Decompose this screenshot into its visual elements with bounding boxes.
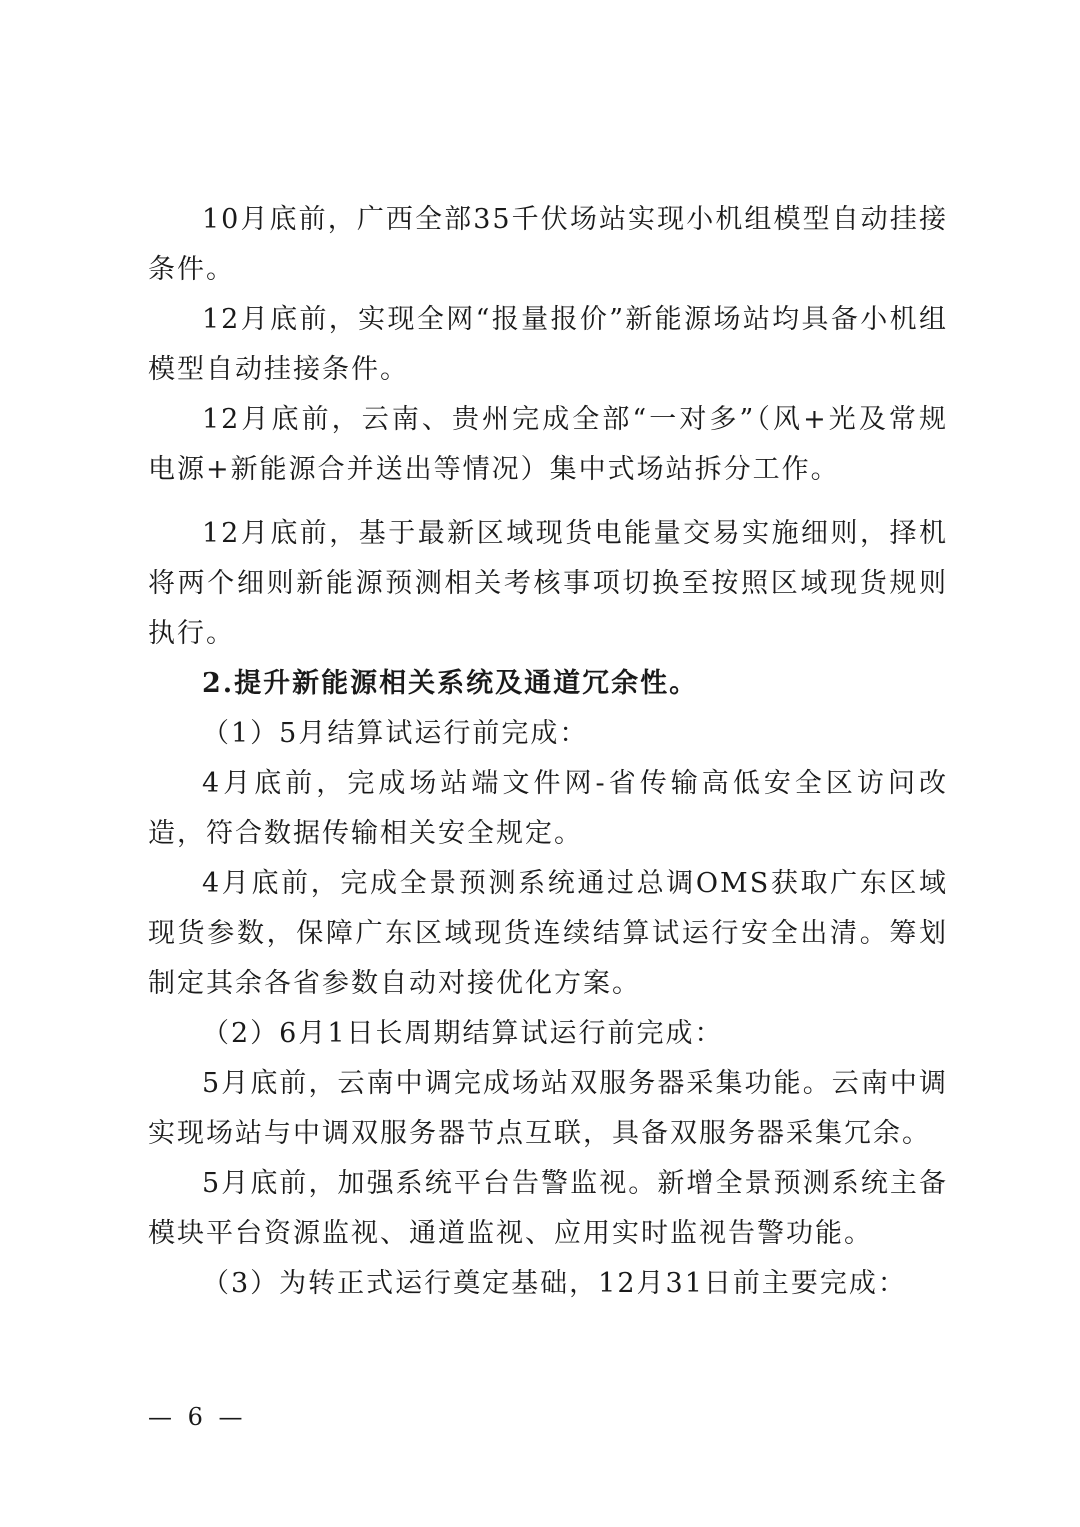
body-text [148, 195, 948, 1309]
item-2-paragraph-dual-server: 5月底前，云南中调完成场站双服务器采集功能。云南中调实现场站与中调双服务器节点互联，具备双服务器采集冗余。 [148, 1068, 948, 1149]
item-3-title: （3）为转正式运行奠定基础，12月31日前主要完成： [202, 1268, 907, 1299]
paragraph-yunnan-guizhou-split: 12月底前，云南、贵州完成全部“一对多”（风+光及常规电源+新能源合并送出等情况）集中式场站拆分工作。 [148, 404, 948, 485]
paragraph-guangxi-35kv: 10月底前，广西全部35千伏场站实现小机组模型自动挂接条件。 [148, 204, 948, 285]
paragraph-regional-spot-rules: 12月底前，基于最新区域现货电能量交易实施细则，择机将两个细则新能源预测相关考核事项切换至按照区域现货规则执行。 [148, 518, 948, 649]
item-1-paragraph-oms-params: 4月底前，完成全景预测系统通过总调OMS获取广东区域现货参数，保障广东区域现货连续结算试运行安全出清。筹划制定其余各省参数自动对接优化方案。 [148, 868, 948, 999]
item-2-title: （2）6月1日长周期结算试运行前完成： [202, 1018, 724, 1049]
item-1-title: （1）5月结算试运行前完成： [202, 718, 589, 749]
item-1-paragraph-file-network: 4月底前，完成场站端文件网-省传输高低安全区访问改造，符合数据传输相关安全规定。 [148, 768, 948, 849]
item-2-paragraph-alarm-monitoring: 5月底前，加强系统平台告警监视。新增全景预测系统主备模块平台资源监视、通道监视、应用实时监视告警功能。 [148, 1168, 948, 1249]
paragraph-quote-bid-stations: 12月底前，实现全网“报量报价”新能源场站均具备小机组模型自动挂接条件。 [148, 304, 948, 385]
section-heading-redundancy: 2.提升新能源相关系统及通道冗余性。 [202, 668, 699, 699]
page-number: — 6 — [148, 1403, 247, 1431]
